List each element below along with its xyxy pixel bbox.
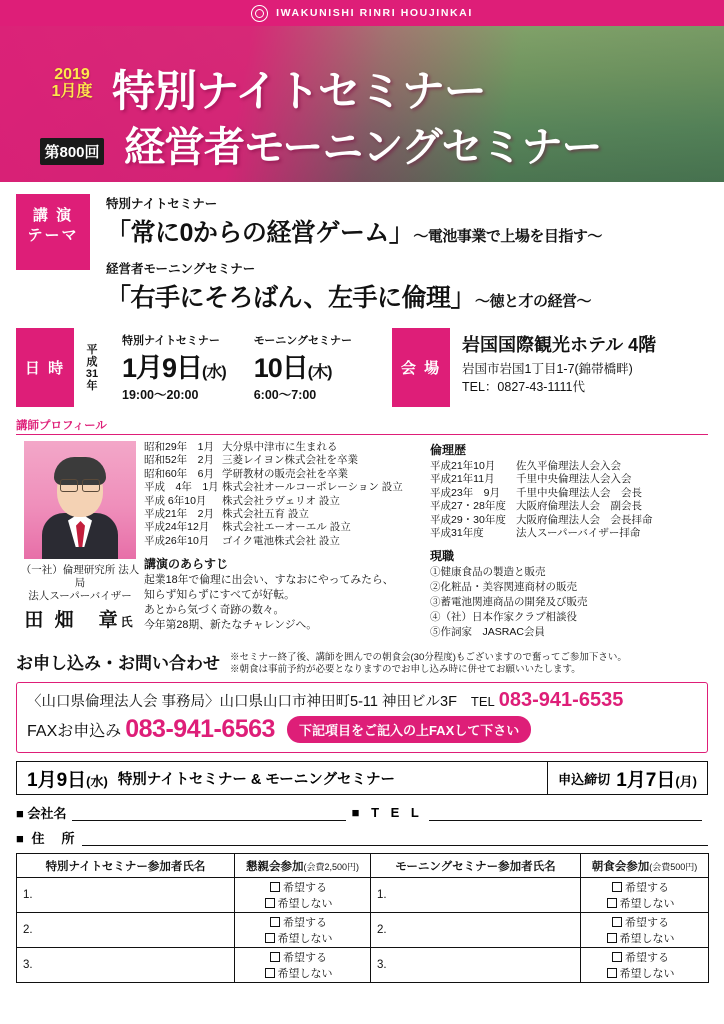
checkbox-yes-label: 希望する <box>283 882 327 895</box>
ethics-text: 大阪府倫理法人会 副会長 <box>516 500 642 513</box>
apply-notes <box>230 649 627 676</box>
ethics-text: 法人スーパーバイザー拝命 <box>516 527 641 540</box>
career-row <box>144 521 424 534</box>
current-line: ③蓄電池関連商品の開発及び販売 <box>430 596 588 609</box>
checkbox-no[interactable] <box>265 965 333 981</box>
checkbox-yes-label: 希望する <box>283 917 327 930</box>
contact-fax-row <box>27 715 697 744</box>
checkbox-no-label: 希望しない <box>619 968 675 981</box>
venue-tel: TEL：0827-43-1111代 <box>462 380 585 394</box>
ethics-text: 大阪府倫理法人会 会長拝命 <box>516 513 653 526</box>
checkbox-no[interactable] <box>607 895 675 911</box>
morning-meal-cell <box>581 913 709 948</box>
theme-item-2-sub: 経営者モーニングセミナー <box>106 262 256 276</box>
contact-tel[interactable]: 083-941-6535 <box>498 689 624 712</box>
theme-section <box>0 182 724 322</box>
address-label: ■ 住 所 <box>16 831 77 847</box>
form-deadline-date <box>616 765 697 792</box>
venue-tag: 会 場 <box>392 328 450 407</box>
circular-crest-icon <box>251 5 268 22</box>
col-morning-meal-fee: (会費500円) <box>649 861 698 872</box>
ethics-date: 平成27・28年度 <box>430 500 506 513</box>
checkbox-box-icon <box>265 933 275 943</box>
checkbox-no-label: 希望しない <box>619 933 675 946</box>
night-row-number: 2. <box>23 924 33 937</box>
table-row <box>17 878 709 913</box>
night-party-cell <box>235 948 371 983</box>
attendee-table-body <box>17 878 709 983</box>
ethics-row <box>430 460 708 473</box>
career-text: 株式会社オールコーポレーション 設立 <box>222 481 403 494</box>
attendee-table <box>16 853 709 983</box>
col-morning-meal <box>581 854 709 878</box>
current-title: 現職 <box>430 549 455 564</box>
col-night-party-fee: (会費2,500円) <box>303 861 360 872</box>
checkbox-no[interactable] <box>265 930 333 946</box>
ethics-row <box>430 500 708 513</box>
profile-section-label: 講師プロフィール <box>16 417 708 435</box>
career-date: 昭和60年 6月 <box>144 467 215 480</box>
theme-item-1-main-text: 「常に0からの経営ゲーム」 <box>106 219 414 247</box>
summary-line: あとから気づく奇跡の数々。 <box>144 604 285 617</box>
speaker-affiliation-line2: 法人スーパーバイザー <box>28 590 132 602</box>
ethics-row <box>430 473 708 486</box>
career-row <box>144 481 424 494</box>
table-header-row <box>17 854 709 878</box>
checkbox-box-icon <box>607 898 617 908</box>
checkbox-no[interactable] <box>607 930 675 946</box>
morning-name-input[interactable] <box>371 878 581 913</box>
schedule-slot-1-label: 特別ナイトセミナー <box>122 335 220 347</box>
current-line: ①健康食品の製造と販売 <box>430 566 546 579</box>
ethics-column <box>424 441 708 639</box>
checkbox-yes[interactable] <box>270 879 327 895</box>
theme-item-1-main <box>106 213 710 249</box>
career-text: 株式会社五育 設立 <box>222 508 309 521</box>
schedule-slot-2-dow: (木) <box>307 364 332 381</box>
theme-row <box>0 194 724 314</box>
checkbox-box-icon <box>265 898 275 908</box>
current-line: ⑤作詞家 JASRAC会員 <box>430 626 545 639</box>
tel-input[interactable] <box>429 805 702 821</box>
checkbox-box-icon <box>265 968 275 978</box>
col-night-party <box>235 854 371 878</box>
ethics-date: 平成21年10月 <box>430 460 496 472</box>
table-row <box>17 948 709 983</box>
hero-content <box>0 26 724 170</box>
era-char-4: 年 <box>86 379 98 392</box>
theme-item-2-main <box>106 278 710 314</box>
contact-tel-label: TEL <box>470 694 495 710</box>
schedule-slot-1-date <box>122 346 226 385</box>
night-name-input[interactable] <box>17 878 235 913</box>
theme-tag-line1: 講 演 <box>32 207 74 224</box>
career-date: 平成 4年 1月 <box>144 481 219 494</box>
checkbox-box-icon <box>270 952 280 962</box>
schedule-slot-1-time: 19:00〜20:00 <box>122 388 199 402</box>
night-party-cell <box>235 878 371 913</box>
summary-line: 知らず知らずにすべてが好転。 <box>144 589 295 602</box>
career-text: 株式会社エーオーエル 設立 <box>222 521 351 534</box>
schedule-dates <box>74 328 366 407</box>
checkbox-box-icon <box>270 917 280 927</box>
company-field-row <box>16 803 708 822</box>
schedule-slot-2-label: モーニングセミナー <box>253 335 353 347</box>
theme-tag-line2: テーマ <box>27 227 79 244</box>
fax-note-badge: 下記項目をご記入の上FAXして下さい <box>287 716 531 743</box>
morning-name-input[interactable] <box>371 913 581 948</box>
col-morning-name-text: モーニングセミナー参加者氏名 <box>395 860 556 873</box>
night-row-number: 1. <box>23 889 33 902</box>
career-date: 平成26年10月 <box>144 534 210 547</box>
career-text: 学研教材の販売会社を卒業 <box>222 467 348 480</box>
speaker-name-suffix: 氏 <box>120 615 136 629</box>
hero-banner <box>0 0 724 182</box>
form-deadline-label: 申込締切 <box>558 771 611 787</box>
schedule-tag: 日 時 <box>16 328 74 407</box>
morning-row-number: 1. <box>377 889 387 902</box>
col-morning-name <box>371 854 581 878</box>
speaker-name-block <box>16 564 144 632</box>
col-morning-meal-text: 朝食会参加 <box>591 860 650 873</box>
night-name-input[interactable] <box>17 948 235 983</box>
form-date-text: 1月9日 <box>27 769 87 791</box>
ethics-text: 千里中央倫理法人会 会長 <box>516 486 642 499</box>
org-name: IWAKUNISHI RINRI HOUJINKAI <box>276 7 473 19</box>
schedule-slot-2 <box>240 332 366 403</box>
apply-title: お申し込み・お問い合わせ <box>16 654 220 674</box>
summary-line: 起業18年で倫理に出会い、すなおにやってみたら、 <box>144 574 394 587</box>
checkbox-no-label: 希望しない <box>277 933 333 946</box>
checkbox-box-icon <box>612 882 622 892</box>
form-seminar-bar <box>16 761 708 795</box>
career-row <box>144 508 424 521</box>
checkbox-box-icon <box>612 917 622 927</box>
speaker-affiliation-line1: （一社）倫理研究所 法人局 <box>20 564 140 589</box>
summary-title: 講演のあらすじ <box>144 557 229 572</box>
profile-columns <box>144 441 708 639</box>
ethics-title: 倫理歴 <box>430 443 467 457</box>
theme-gap <box>106 249 710 259</box>
tel-label: ■ T E L <box>351 805 423 821</box>
venue-block <box>450 328 708 407</box>
morning-row-number: 3. <box>377 959 387 972</box>
morning-name-input[interactable] <box>371 948 581 983</box>
speaker-name <box>16 605 144 632</box>
form-deadline <box>547 762 707 794</box>
theme-item-1-sub: 特別ナイトセミナー <box>106 197 218 211</box>
profile-photo-col <box>16 441 144 639</box>
career-row <box>144 535 424 548</box>
edition-badge-group <box>30 66 114 165</box>
checkbox-yes-label: 希望する <box>625 952 669 965</box>
summary-line: 今年第28期、新たなチャレンジへ。 <box>144 619 318 632</box>
current-block <box>430 547 708 639</box>
career-date: 昭和52年 2月 <box>144 454 215 467</box>
ethics-text: 佐久平倫理法人会入会 <box>516 460 621 472</box>
hero-year: 2019 <box>54 66 90 83</box>
contact-fax-label: FAXお申込み <box>27 723 122 741</box>
era-char-2: 成 <box>86 355 98 368</box>
company-label: ■ 会社名 <box>16 806 67 822</box>
ethics-row <box>430 487 708 500</box>
contact-office: 〈山口県倫理法人会 事務局〉山口県山口市神田町5-11 神田ビル3F <box>27 694 457 711</box>
checkbox-yes[interactable] <box>270 914 327 930</box>
ethics-row <box>430 527 708 540</box>
current-line: ②化粧品・美容関連商材の販売 <box>430 581 577 594</box>
checkbox-yes[interactable] <box>270 949 327 965</box>
table-row <box>17 913 709 948</box>
checkbox-no[interactable] <box>265 895 333 911</box>
era-char-3: 31 <box>85 367 99 380</box>
checkbox-yes[interactable] <box>612 949 669 965</box>
checkbox-no-label: 希望しない <box>277 968 333 981</box>
apply-note: ※セミナー終了後、講師を囲んでの朝食会(30分程度)もございますので奮ってご参加下さい。 <box>230 652 627 664</box>
schedule-slot-1 <box>108 332 240 403</box>
career-date: 平成21年 2月 <box>144 508 215 521</box>
form-date <box>17 765 108 792</box>
address-input[interactable] <box>82 830 708 846</box>
form-seminar-names: 特別ナイトセミナー & モーニングセミナー <box>117 771 396 788</box>
ethics-date: 平成29・30年度 <box>430 513 506 526</box>
profile-section <box>16 441 708 639</box>
hero-edition: 第800回 <box>40 138 103 165</box>
morning-meal-cell <box>581 878 709 913</box>
morning-meal-cell <box>581 948 709 983</box>
checkbox-no[interactable] <box>607 965 675 981</box>
checkbox-box-icon <box>612 952 622 962</box>
checkbox-no-label: 希望しない <box>619 898 675 911</box>
ethics-date: 平成23年 9月 <box>430 486 501 499</box>
summary-block <box>144 555 424 632</box>
schedule-slot-1-dow: (水) <box>202 364 226 381</box>
career-row <box>144 468 424 481</box>
current-line: ④（社）日本作家クラブ相談役 <box>430 611 577 624</box>
ethics-date: 平成31年度 <box>430 527 484 540</box>
checkbox-box-icon <box>607 968 617 978</box>
checkbox-yes[interactable] <box>612 914 669 930</box>
contact-office-row <box>27 689 697 712</box>
venue-address: 岩国市岩国1丁目1-7(錦帯橋畔) <box>462 362 633 376</box>
career-date: 平成 6年10月 <box>144 494 207 507</box>
contact-box <box>16 682 708 753</box>
career-date: 昭和29年 1月 <box>144 441 215 453</box>
career-row <box>144 441 424 454</box>
career-text: ゴイク電池株式会社 設立 <box>222 534 340 547</box>
glasses-icon <box>60 479 100 491</box>
schedule-slot-1-date-text: 1月9日 <box>122 353 203 383</box>
night-row-number: 3. <box>23 959 33 972</box>
career-column <box>144 441 424 639</box>
col-night-party-text: 懇親会参加 <box>245 860 304 873</box>
speaker-name-text: 田 畑 章 <box>24 610 121 631</box>
form-date-dow: (水) <box>86 773 108 789</box>
era-char-1: 平 <box>86 343 98 356</box>
hero-title-line1: 特別ナイトセミナー <box>112 68 486 116</box>
contact-fax[interactable]: 083-941-6563 <box>125 715 275 744</box>
ethics-date: 平成21年11月 <box>430 473 495 486</box>
theme-body <box>90 194 724 314</box>
checkbox-no-label: 希望しない <box>277 898 333 911</box>
theme-item-2-main-small: 〜徳と才の経営〜 <box>475 293 592 310</box>
theme-tag <box>16 194 90 270</box>
col-night-name-text: 特別ナイトセミナー参加者氏名 <box>45 860 206 873</box>
career-text: 大分県中津市に生まれる <box>222 441 338 453</box>
schedule-venue-row <box>16 328 708 407</box>
col-night-name <box>17 854 235 878</box>
night-party-cell <box>235 913 371 948</box>
org-bar <box>0 0 724 26</box>
era-label <box>84 344 100 392</box>
schedule-slot-2-date <box>254 346 352 385</box>
theme-item-1 <box>106 194 710 249</box>
checkbox-yes-label: 希望する <box>625 882 669 895</box>
career-row <box>144 495 424 508</box>
career-text: 三菱レイヨン株式会社を卒業 <box>222 454 358 467</box>
ethics-text: 千里中央倫理法人会入会 <box>516 473 632 486</box>
career-text: 株式会社ラヴェリオ 設立 <box>222 494 340 507</box>
theme-item-1-main-small: 〜電池事業で上場を目指す〜 <box>413 228 602 245</box>
schedule-slot-2-time: 6:00〜7:00 <box>253 388 317 402</box>
checkbox-box-icon <box>607 933 617 943</box>
speaker-portrait <box>24 441 136 559</box>
apply-note: ※朝食は事前予約が必要となりますのでお申し込み時に併せてお願いいたします。 <box>230 664 581 676</box>
theme-item-2 <box>106 259 710 314</box>
career-row <box>144 454 424 467</box>
form-deadline-dow: (月) <box>675 773 697 789</box>
attendee-table-head <box>17 854 709 878</box>
career-date: 平成24年12月 <box>144 521 210 534</box>
hero-month: 1月度 <box>51 83 93 100</box>
schedule-slot-2-date-text: 10日 <box>253 353 308 383</box>
checkbox-yes-label: 希望する <box>625 917 669 930</box>
hero-title-line2: 経営者モーニングセミナー <box>124 124 602 170</box>
venue-name: 岩国国際観光ホテル 4階 <box>462 335 657 355</box>
checkbox-box-icon <box>270 882 280 892</box>
company-input[interactable] <box>72 805 345 821</box>
apply-header <box>16 649 708 676</box>
schedule-spacer <box>366 328 386 407</box>
ethics-row <box>430 514 708 527</box>
theme-item-2-main-text: 「右手にそろばん、左手に倫理」 <box>106 284 476 312</box>
checkbox-yes[interactable] <box>612 879 669 895</box>
form-deadline-date-text: 1月7日 <box>616 769 676 791</box>
night-name-input[interactable] <box>17 913 235 948</box>
checkbox-yes-label: 希望する <box>283 952 327 965</box>
morning-row-number: 2. <box>377 924 387 937</box>
address-field-row <box>16 828 708 847</box>
